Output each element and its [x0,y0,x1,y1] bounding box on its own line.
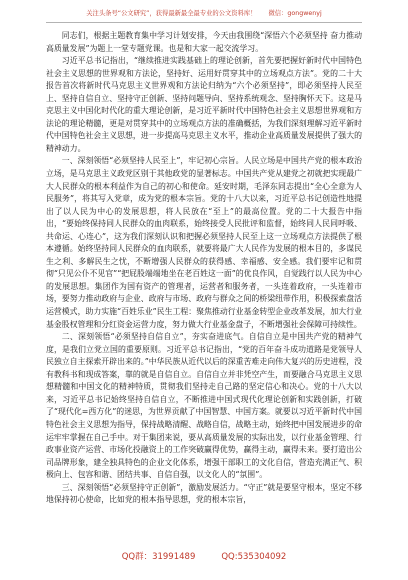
header-divider [46,22,362,23]
paragraph-section-2: 二、深刻领悟“必须坚持自信自立”，夯实奋进底气。自信自立是中国共产党的精神气度，是我们立党立国的重要原则。习近平总书记指出，“党的百年奋斗成功道路是党领导人民独立自主探索开辟出来的。”中华民族从近代以后的深重苦难走向伟大复兴的历史进程，没有教科书和现成答案，靠的就是自信自立。自信自立并非凭空产生，而要融合马克思主义思想精髓和中国文化的精神特质，贯彻我们坚持走自己路的坚定信心和决心。党的十八大以来，习近平总书记始终坚持自信自立，不断推进中国式现代化理论创新和实践创新，打破了“现代化=西方化”的迷思，为世界贡献了中国智慧、中国方案。就要以习近平新时代中国特色社会主义思想为指导，保持战略清醒、战略自信，战略主动，始终把中国发展进步的命运牢牢掌握在自己手中。对于集团来说，要从高质量发展的实际出发，以行业基金管理、行政事业资产运营、市场化投融资上的工作突破赢得优势，赢得主动，赢得未来。要打造出公司品牌形象，建全独具特色的企业文化体系，增强干部职工的文化自信，营造充满正气、积极向上、包容和谐、团结共事、自信自强，以文化人的“氛围”。 [46,332,362,480]
footer-qq-group: QQ群：31991489 [121,552,196,562]
banner-wechat-text: 微信：gongwenyj [268,10,322,17]
footer-qq: QQ:535304092 [221,552,287,562]
banner-promo-text: 关注头条号“公文研究”，获得最新最全最专业的公文资料库！ [86,10,257,17]
paragraph-overview: 习近平总书记指出，“继续推进实践基础上的理论创新，首先要把握好新时代中国特色社会主义思想的世界观和方法论，坚持好、运用好贯穿其中的立场观点方法”。党的二十大报告首次将新时代马克思主义世界观和方法论归纳为“六个必须坚持”，即必须坚持人民至上、坚持自信自立、坚持守正创新、坚持问题导向、坚持系统观念、坚持胸怀天下。这是马克思主义中国化时代化的重大理论创新，是习近平新时代中国特色社会主义思想世界观和方法论的理论精髓，更是对贯穿其中的立场观点方法的准确概括，为我们深刻理解习近平新时代中国特色社会主义思想，进一步提高马克思主义水平，推动企业高质量发展提供了强大的精神动力。 [46,56,362,153]
top-banner [0,10,408,18]
paragraph-section-3: 三、深刻领悟“必须坚持守正创新”，激励发展活力。“守正”就是要坚守根本，坚定不移地保持初心使命，比如党的根本指导思想，党的根本宗旨， [46,482,362,505]
footer-contacts [0,551,408,563]
paragraph-section-1: 一、深刻领悟“必须坚持人民至上”，牢记初心宗旨。人民立场是中国共产党的根本政治立场，是马克思主义政党区别于其他政党的显著标志。中国共产党从建党之初就把实现最广大人民群众的根本利益作为自己的初心和使命。延安时期，毛泽东同志提出“全心全意为人民服务”，将其写入党章，成为党的根本宗旨。党的十八大以来，习近平总书记创造性地提出了以人民为中心的发展思想，将人民放在“至上”的最高位置。党的二十大报告中指出，“要始终保持同人民群众的血肉联系，始终接受人民批评和监督，始终同人民同呼吸、共命运、心连心”，这为我们深刻认识和把握必须坚持人民至上这一立场观点方法提供了根本遵循。始终坚持同人民群众的血肉联系，就要将最广大人民作为发展的根本目的，多谋民生之利、多解民生之忧，不断增强人民群众的获得感、幸福感、安全感。我们要牢记和贯彻“只见公仆不见官”“把屁股端端地坐在老百姓这一面”的优良作风，自觉践行以人民为中心的发展思想。集团作为国有资产的管理者，运营者和服务者，一头连着政府，一头连着市场，要努力推动政府与企业、政府与市场、政府与群众之间的桥梁纽带作用，积极探索盘活运营模式，助力实施“百姓乐业”民生工程：聚焦推动行业基金转型企业改革发展，加大行业基金股权管理和分红资金运营力度，努力做大行业基金盘子，不断增强社会保障可持续性。 [46,156,362,329]
paragraph-intro: 同志们，根据主题教育集中学习计划安排，今天由我围绕“深悟六个必须坚持 奋力推动高质量发展”为题上一堂专题党课。也是和大家一起交流学习。 [46,31,362,53]
document-body [46,30,362,546]
